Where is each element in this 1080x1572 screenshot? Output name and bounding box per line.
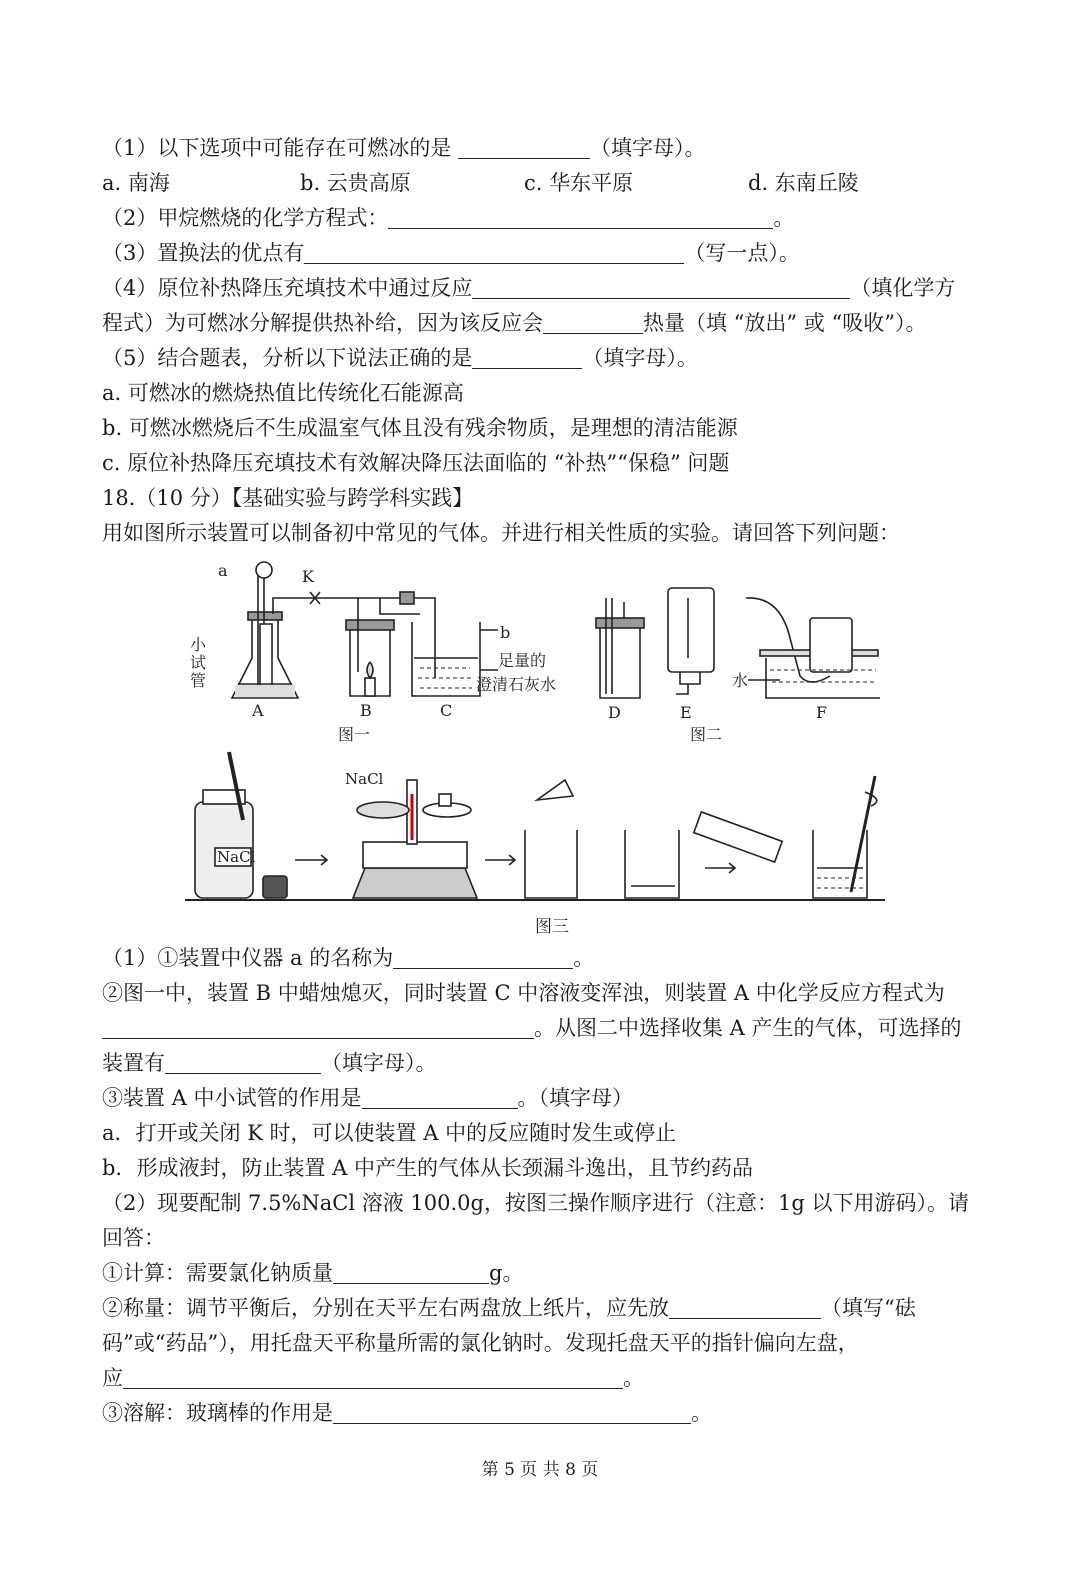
answer-blank[interactable] [472,346,582,369]
apparatus-d [596,598,644,698]
arrow [705,863,735,873]
fig1-label-C: C [440,701,453,720]
apparatus-e [668,588,714,694]
answer-blank[interactable] [472,276,850,299]
answer-blank[interactable] [393,946,573,969]
answer-blank[interactable] [333,1401,691,1424]
answer-blank[interactable] [543,311,643,334]
fig1-limewater-1: 足量的 [498,651,547,670]
q17-part4: （4）原位补热降压充填技术中通过反应 （填化学方 [102,276,956,300]
q18-s2-cont: 。从图二中选择收集 A 产生的气体，可选择的 [102,1013,980,1043]
dissolving-beaker [813,776,877,898]
answer-blank[interactable] [388,206,773,229]
balance [353,780,477,898]
q17-part3: （3）置换法的优点有 （写一点）。 [102,241,800,265]
beaker-funnel [525,780,577,898]
page-total: 8 [565,1460,576,1480]
page-footer: 第 5 页 共 8 页 [481,1460,599,1480]
q18-s5: ①计算：需要氯化钠质量 g。 [102,1261,524,1285]
figure-3 [185,750,905,940]
figure-1-2 [180,558,900,748]
answer-blank[interactable] [333,1261,489,1284]
fig2-label-D: D [608,703,621,722]
q18-s3: ③装置 A 中小试管的作用是 。（填字母） [102,1086,634,1110]
option-c: c. 华东平原 [524,171,634,195]
q18-s4: （2）现要配制 7.5%NaCl 溶液 100.0g，按图三操作顺序进行（注意：1g 以下用游码）。请 [102,1191,969,1215]
q18-s4-cont: 回答： [102,1226,165,1250]
q18-title: 18.（10 分）【基础实验与跨学科实践】 [102,486,474,510]
q17-part2: （2）甲烷燃烧的化学方程式： 。 [102,206,795,230]
fig1-small-tube-1: 小 [190,635,207,654]
fig3-bottle-label: NaCl [217,848,256,866]
answer-blank[interactable] [102,1016,534,1039]
q17-part1: （1）以下选项中可能存在可燃冰的是 （填字母）。 [102,136,706,160]
fig1-small-tube-3: 管 [190,671,207,690]
fig3-scale-label: NaCl [345,770,384,788]
fig1-label-a: a [218,561,228,580]
q18-s1: （1）①装置中仪器 a 的名称为 。 [102,946,595,970]
option-b: b. 云贵高原 [300,171,411,195]
q17-part5: （5）结合题表，分析以下说法正确的是 （填字母）。 [102,346,698,370]
fig1-label-B: B [360,701,372,720]
q18-s6-cont: 码”或“药品”），用托盘天平称量所需的氯化钠时。发现托盘天平的指针偏向左盘， [102,1331,859,1355]
q17-part4-cont: 程式）为可燃冰分解提供热补给，因为该反应会 热量（填 “放出” 或 “吸收”）。 [102,311,927,335]
q18-s6: ②称量：调节平衡后，分别在天平左右两盘放上纸片，应先放 （填写“砝 [102,1296,916,1320]
answer-blank[interactable] [165,1051,321,1074]
fig1-label-k: K [302,567,314,586]
option-d: d. 东南丘陵 [748,171,859,195]
page-number: 5 [504,1460,515,1480]
delivery-tube [398,598,435,678]
q17-p5-option-a: a. 可燃冰的燃烧热值比传统化石能源高 [102,381,464,405]
fig1-label-b: b [500,623,511,642]
q18-s2: ②图一中，装置 B 中蜡烛熄灭，同时装置 C 中溶液变浑浊，则装置 A 中化学反应方程式为 [102,981,945,1005]
fig3-caption: 图三 [535,917,569,937]
reagent-bottle [195,752,287,898]
q18-s3-option-b: b．形成液封，防止装置 A 中产生的气体从长颈漏斗逸出，且节约药品 [102,1156,753,1180]
fig1-limewater-2: 澄清石灰水 [476,675,557,694]
pouring-water [625,812,782,898]
arrow [295,855,327,865]
answer-blank[interactable] [123,1366,623,1389]
answer-blank[interactable] [304,241,684,264]
apparatus-b [346,598,420,696]
q17-p5-option-c: c. 原位补热降压充填技术有效解决降压法面临的 “补热”“保稳” 问题 [102,451,730,475]
fig2-label-water: 水 [732,671,749,690]
fig2-label-E: E [680,703,692,722]
q18-intro: 用如图所示装置可以制备初中常见的气体。并进行相关性质的实验。请回答下列问题： [102,521,900,545]
answer-blank[interactable] [458,136,590,159]
q18-s7: ③溶解：玻璃棒的作用是 。 [102,1401,712,1425]
fig2-caption: 图二 [690,725,723,744]
q17-part1-options [102,168,980,198]
option-a: a. 南海 [102,171,170,195]
q18-s3-option-a: a．打开或关闭 K 时，可以使装置 A 中的反应随时发生或停止 [102,1121,677,1145]
q18-s6-cont2: 应 。 [102,1366,644,1390]
answer-blank[interactable] [669,1296,821,1319]
apparatus-f [746,598,880,698]
fig1-caption: 图一 [338,725,371,744]
q17-p5-option-b: b. 可燃冰燃烧后不生成温室气体且没有残余物质，是理想的清洁能源 [102,416,738,440]
arrow [485,855,515,865]
q18-s2-cont2: 装置有 （填字母）。 [102,1051,437,1075]
fig1-label-A: A [252,701,264,720]
fig2-label-F: F [816,703,828,722]
fig1-small-tube-2: 试 [190,653,207,672]
answer-blank[interactable] [362,1086,518,1109]
